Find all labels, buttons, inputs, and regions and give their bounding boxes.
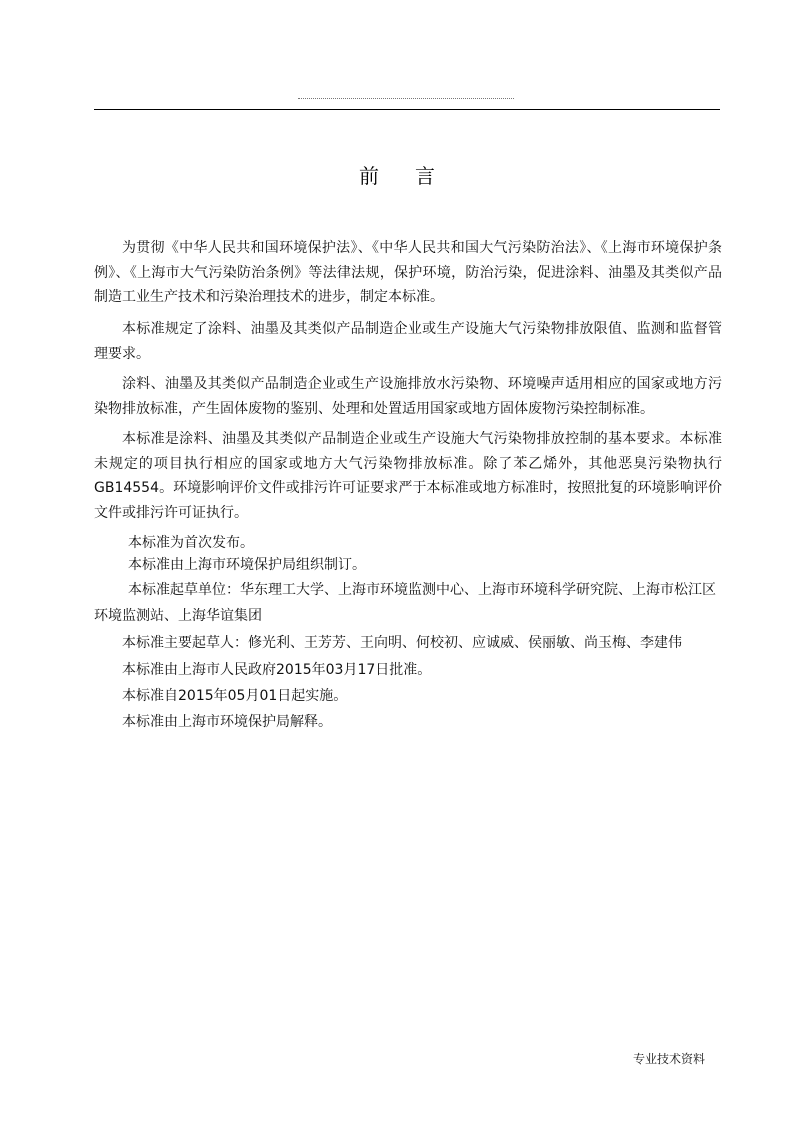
paragraph-purpose: 为贯彻《中华人民共和国环境保护法》、《中华人民共和国大气污染防治法》、《上海市环境保护条例》、《上海市大气污染防治条例》等法律法规，保护环境，防治污染，促进涂料、油墨及其类似产品制造工业生产技术和污染治理技术的进步，制定本标准。: [94, 240, 722, 305]
page-title: 前言: [359, 164, 471, 188]
paragraph-applicability: 涂料、油墨及其类似产品制造企业或生产设施排放水污染物、环境噪声适用相应的国家或地方污染物排放标准，产生固体废物的鉴别、处理和处置适用国家或地方固体废物污染控制标准。: [94, 376, 722, 417]
note-organizer: 本标准由上海市环境保护局组织制订。: [128, 557, 366, 573]
footer-label: 专业技术资料: [633, 1052, 706, 1066]
note-drafters: 本标准主要起草人：修光利、王芳芳、王向明、何校初、应诚威、侯丽敏、尚玉梅、李建伟: [122, 635, 682, 651]
header-dotted-line: [298, 98, 514, 99]
note-drafting-units-line1: 本标准起草单位：华东理工大学、上海市环境监测中心、上海市环境科学研究院、上海市松江区: [128, 582, 716, 598]
header-rule: [94, 109, 720, 110]
note-first-release: 本标准为首次发布。: [128, 535, 254, 551]
note-interpretation: 本标准由上海市环境保护局解释。: [122, 714, 332, 730]
note-approval: 本标准由上海市人民政府2015年03月17日批准。: [122, 662, 432, 678]
note-effective: 本标准自2015年05月01日起实施。: [122, 688, 348, 704]
paragraph-scope: 本标准规定了涂料、油墨及其类似产品制造企业或生产设施大气污染物排放限值、监测和监督管理要求。: [94, 321, 722, 362]
note-drafting-units-line2: 环境监测站、上海华谊集团: [94, 608, 262, 624]
paragraph-requirements: 本标准是涂料、油墨及其类似产品制造企业或生产设施大气污染物排放控制的基本要求。本标准未规定的项目执行相应的国家或地方大气污染物排放标准。除了苯乙烯外，其他恶臭污染物执行GB14554。环境影响评价文件或排污许可证要求严于本标准或地方标准时，按照批复的环境影响评价文件或排污许可证执行。: [94, 431, 722, 521]
